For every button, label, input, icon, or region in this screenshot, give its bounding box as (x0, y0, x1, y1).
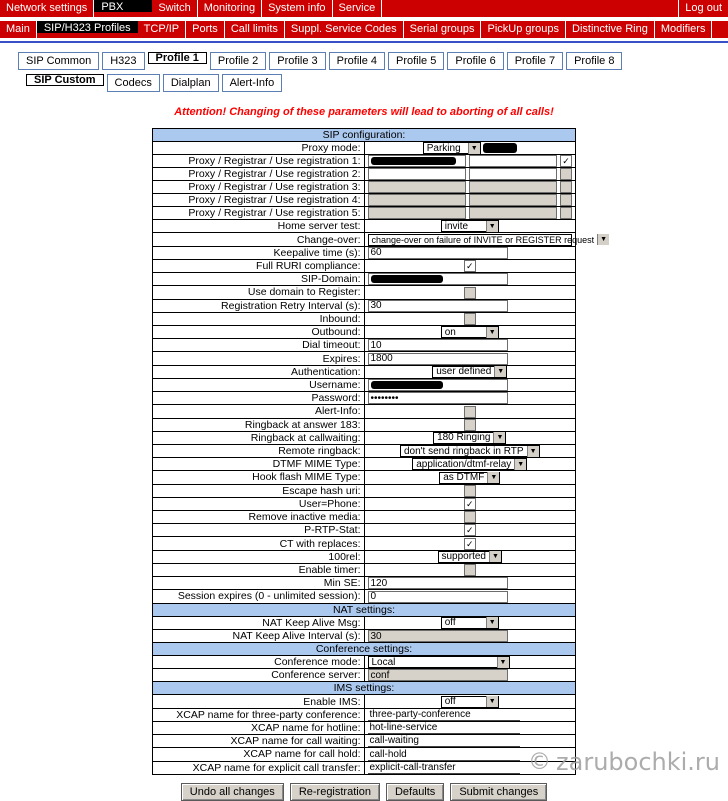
dropdown-value: off (444, 617, 456, 629)
proxy-port-input[interactable] (469, 194, 557, 206)
nav-item-ports[interactable]: Ports (186, 21, 225, 38)
tab-h323[interactable]: H323 (102, 52, 144, 70)
dropdown-value: 180 Ringing (437, 432, 491, 444)
row-control-cell (364, 155, 576, 168)
row-label: DTMF MIME Type: (153, 458, 365, 471)
row-control-cell (364, 181, 576, 194)
row-control-cell (364, 246, 576, 259)
row-label: XCAP name for call hold: (153, 748, 365, 761)
table-row (153, 524, 576, 537)
row-control-cell (364, 392, 576, 405)
row-label: Proxy / Registrar / Use registration 3: (153, 181, 365, 194)
text-input-xcap-name-for-hotline[interactable] (368, 722, 520, 734)
tab-profile-6[interactable]: Profile 6 (447, 52, 503, 70)
divider-rule (0, 41, 728, 43)
button-undo-all-changes[interactable]: Undo all changes (181, 783, 284, 801)
text-input-xcap-name-for-three-party-conference[interactable] (368, 709, 520, 721)
row-control-cell (364, 194, 576, 207)
proxy-port-input[interactable] (469, 207, 557, 219)
table-row (153, 194, 576, 207)
chevron-down-icon: ▼ (597, 234, 609, 245)
row-control-cell (364, 365, 576, 378)
dropdown-value: change-over on failure of INVITE or REGISTER request (371, 234, 595, 245)
chevron-down-icon: ▼ (493, 432, 505, 443)
section-header: NAT settings: (153, 603, 576, 616)
dropdown-enable-ims[interactable] (441, 696, 499, 708)
dropdown-outbound[interactable] (441, 326, 499, 338)
nav-item-pickup-groups[interactable]: PickUp groups (481, 21, 566, 38)
row-label: Ringback at callwaiting: (153, 431, 365, 444)
nav-item-distinctive-ring[interactable]: Distinctive Ring (566, 21, 655, 38)
redaction-mark (483, 143, 517, 153)
chevron-down-icon: ▼ (486, 696, 498, 707)
table-row (153, 656, 576, 669)
row-label: Change-over: (153, 233, 365, 246)
row-control-cell (364, 220, 576, 233)
nav-item-pbx[interactable]: PBX (94, 0, 152, 12)
tab-dialplan[interactable]: Dialplan (163, 74, 219, 92)
row-label: Outbound: (153, 325, 365, 338)
chevron-down-icon: ▼ (527, 446, 539, 457)
input-value: 30 (370, 300, 382, 312)
table-row (153, 537, 576, 550)
tab-sip-common[interactable]: SIP Common (18, 52, 99, 70)
tab-profile-8[interactable]: Profile 8 (566, 52, 622, 70)
proxy-port-input[interactable] (469, 155, 557, 167)
row-control-cell (364, 484, 576, 497)
row-control-cell (364, 708, 576, 721)
table-row (153, 471, 576, 484)
row-label: Expires: (153, 352, 365, 365)
dropdown-conference-mode[interactable] (368, 656, 510, 668)
tab-profile-4[interactable]: Profile 4 (329, 52, 385, 70)
chevron-down-icon: ▼ (468, 143, 480, 154)
table-row (153, 220, 576, 233)
row-label: Proxy / Registrar / Use registration 1: (153, 155, 365, 168)
tab-profile-1[interactable]: Profile 1 (148, 52, 207, 64)
row-label: Alert-Info: (153, 405, 365, 418)
profile-tabs (18, 52, 728, 70)
warning-text: Attention! Changing of these parameters will lead to aborting of all calls! (174, 106, 554, 118)
nav-item-system-info[interactable]: System info (262, 0, 332, 17)
tab-profile-7[interactable]: Profile 7 (507, 52, 563, 70)
text-input-xcap-name-for-explicit-call-transfer[interactable] (368, 762, 520, 774)
tab-alert-info[interactable]: Alert-Info (222, 74, 283, 92)
table-row (153, 735, 576, 748)
tab-profile-5[interactable]: Profile 5 (388, 52, 444, 70)
row-control-cell (364, 590, 576, 603)
checkbox-remove-inactive-media[interactable] (464, 511, 476, 523)
table-row (153, 458, 576, 471)
table-row (153, 721, 576, 734)
dropdown-dtmf-mime-type[interactable] (412, 458, 527, 470)
nav-item-main[interactable]: Main (0, 21, 37, 38)
row-control-cell (364, 444, 576, 457)
use-registration-checkbox[interactable] (560, 181, 572, 193)
row-label: Proxy / Registrar / Use registration 5: (153, 207, 365, 220)
table-row (153, 603, 576, 616)
row-label: 100rel: (153, 550, 365, 563)
chevron-down-icon: ▼ (514, 459, 526, 470)
table-row (153, 207, 576, 220)
row-label: Session expires (0 - unlimited session): (153, 590, 365, 603)
chevron-down-icon: ▼ (487, 472, 499, 483)
text-input-username[interactable] (368, 379, 508, 391)
input-value: 0 (370, 591, 377, 603)
table-row (153, 155, 576, 168)
checkbox-p-rtp-stat[interactable]: ✓ (464, 524, 476, 536)
table-row (153, 142, 576, 155)
row-label: Min SE: (153, 577, 365, 590)
use-registration-checkbox[interactable] (560, 194, 572, 206)
dropdown-value: off (444, 696, 456, 708)
table-row (153, 259, 576, 272)
row-label: Enable IMS: (153, 695, 365, 708)
table-row (153, 273, 576, 286)
row-control-cell (364, 735, 576, 748)
section-header: SIP configuration: (153, 129, 576, 142)
nav-item-monitoring[interactable]: Monitoring (198, 0, 262, 17)
table-row (153, 233, 576, 246)
table-row (153, 129, 576, 142)
row-control-cell (364, 629, 576, 642)
table-row (153, 365, 576, 378)
table-row (153, 761, 576, 774)
checkbox-use-domain-to-register[interactable] (464, 287, 476, 299)
chevron-down-icon: ▼ (494, 366, 506, 377)
row-control-cell (364, 168, 576, 181)
dropdown-remote-ringback[interactable] (400, 445, 540, 457)
row-label: NAT Keep Alive Msg: (153, 616, 365, 629)
dropdown-value: Local (371, 656, 396, 668)
footer-buttons (0, 783, 728, 801)
row-label: XCAP name for hotline: (153, 721, 365, 734)
chevron-down-icon: ▼ (486, 617, 498, 628)
row-control-cell (364, 273, 576, 286)
checkbox-user-phone[interactable]: ✓ (464, 498, 476, 510)
logout-link[interactable]: Log out (678, 0, 728, 17)
row-label: XCAP name for explicit call transfer: (153, 761, 365, 774)
text-input-keepalive-time-s[interactable] (368, 247, 508, 259)
row-label: NAT Keep Alive Interval (s): (153, 629, 365, 642)
nav-item-network-settings[interactable]: Network settings (0, 0, 94, 17)
tab-codecs[interactable]: Codecs (107, 74, 160, 92)
table-row (153, 643, 576, 656)
table-row (153, 431, 576, 444)
row-label: XCAP name for three-party conference: (153, 708, 365, 721)
table-row (153, 444, 576, 457)
sip-custom-tabs (26, 74, 728, 92)
row-control-cell (364, 325, 576, 338)
row-control-cell (364, 511, 576, 524)
chevron-down-icon: ▼ (497, 657, 509, 668)
row-control-cell (364, 550, 576, 563)
proxy-controls (368, 207, 573, 219)
table-row (153, 682, 576, 695)
proxy-address-input[interactable] (368, 207, 467, 219)
nav-item-switch[interactable]: Switch (152, 0, 197, 17)
text-input-xcap-name-for-call-hold[interactable] (368, 749, 520, 761)
table-row (153, 392, 576, 405)
row-control-cell (364, 259, 576, 272)
checkbox-ringback-at-answer-183[interactable] (464, 419, 476, 431)
row-control-cell (364, 748, 576, 761)
table-row (153, 339, 576, 352)
dropdown-home-server-test[interactable] (441, 220, 499, 232)
row-label: Inbound: (153, 312, 365, 325)
table-row (153, 563, 576, 576)
use-registration-checkbox[interactable]: ✓ (560, 155, 572, 167)
row-label: SIP-Domain: (153, 273, 365, 286)
text-input-sip-domain[interactable] (368, 273, 508, 285)
row-label: Keepalive time (s): (153, 246, 365, 259)
nav-item-modifiers[interactable]: Modifiers (655, 21, 713, 38)
table-row (153, 484, 576, 497)
row-label: Proxy mode: (153, 142, 365, 155)
row-label: Enable timer: (153, 563, 365, 576)
table-row (153, 577, 576, 590)
copyright-icon: © (528, 749, 552, 775)
table-row (153, 325, 576, 338)
nav-item-service[interactable]: Service (333, 0, 383, 17)
row-label: Proxy / Registrar / Use registration 2: (153, 168, 365, 181)
row-control-cell (364, 471, 576, 484)
row-label: Remove inactive media: (153, 511, 365, 524)
row-label: Full RURI compliance: (153, 259, 365, 272)
row-label: Hook flash MIME Type: (153, 471, 365, 484)
dropdown-change-over[interactable] (368, 234, 608, 246)
text-input-password[interactable] (368, 392, 508, 404)
row-label: Password: (153, 392, 365, 405)
row-label: Username: (153, 378, 365, 391)
row-control-cell (364, 431, 576, 444)
dropdown-100rel[interactable] (438, 551, 502, 563)
row-control-cell (364, 761, 576, 774)
dropdown-value: application/dtmf-relay (416, 458, 512, 470)
dropdown-value: don't send ringback in RTP (403, 445, 524, 457)
row-control-cell (364, 458, 576, 471)
dropdown-value: Parking (426, 142, 461, 154)
table-row (153, 511, 576, 524)
row-control-cell (364, 563, 576, 576)
proxy-address-input[interactable] (368, 181, 467, 193)
table-row (153, 246, 576, 259)
table-row (153, 669, 576, 682)
sip-config-table (152, 128, 608, 775)
tab-sip-custom[interactable]: SIP Custom (26, 74, 104, 86)
text-input-conference-server[interactable] (368, 669, 508, 681)
row-label: XCAP name for call waiting: (153, 735, 365, 748)
top-navbar (0, 0, 728, 17)
dropdown-hook-flash-mime-type[interactable] (439, 472, 500, 484)
button-submit-changes[interactable]: Submit changes (450, 783, 547, 801)
row-label: User=Phone: (153, 497, 365, 510)
proxy-controls (368, 155, 573, 167)
tab-profile-3[interactable]: Profile 3 (269, 52, 325, 70)
row-label: Ringback at answer 183: (153, 418, 365, 431)
dropdown-ringback-at-callwaiting[interactable] (433, 432, 506, 444)
checkbox-full-ruri-compliance[interactable]: ✓ (464, 260, 476, 272)
input-value: three-party-conference (369, 708, 471, 720)
row-label: P-RTP-Stat: (153, 524, 365, 537)
text-input-expires[interactable] (368, 353, 508, 365)
row-control-cell (364, 339, 576, 352)
row-label: Remote ringback: (153, 444, 365, 457)
sub-navbar (0, 21, 728, 38)
input-value: 60 (370, 247, 382, 259)
dropdown-authentication[interactable] (432, 366, 507, 378)
row-label: Proxy / Registrar / Use registration 4: (153, 194, 365, 207)
input-value: explicit-call-transfer (369, 761, 456, 773)
use-registration-checkbox[interactable] (560, 168, 572, 180)
table-row (153, 378, 576, 391)
redaction-mark (371, 275, 443, 283)
table-row (153, 748, 576, 761)
row-control-cell (364, 656, 576, 669)
dropdown-value: on (444, 326, 456, 338)
table-row (153, 405, 576, 418)
row-control-cell (364, 142, 576, 155)
row-label: Dial timeout: (153, 339, 365, 352)
chevron-down-icon: ▼ (486, 327, 498, 338)
proxy-controls (368, 194, 573, 206)
text-input-min-se[interactable] (368, 577, 508, 589)
proxy-controls (368, 168, 573, 180)
row-control-cell (364, 352, 576, 365)
section-header: IMS settings: (153, 682, 576, 695)
row-control-cell (364, 695, 576, 708)
input-value: 1800 (370, 353, 393, 365)
checkbox-escape-hash-uri[interactable] (464, 485, 476, 497)
row-label: Registration Retry Interval (s): (153, 299, 365, 312)
nav-item-suppl-service-codes[interactable]: Suppl. Service Codes (285, 21, 404, 38)
row-control-cell (364, 577, 576, 590)
table-row (153, 286, 576, 299)
row-control-cell (364, 524, 576, 537)
checkbox-inbound[interactable] (464, 313, 476, 325)
row-label: Home server test: (153, 220, 365, 233)
input-value: 30 (370, 630, 382, 642)
text-input-dial-timeout[interactable] (368, 339, 508, 351)
dropdown-value: invite (444, 220, 469, 232)
dropdown-value: supported (441, 551, 486, 563)
text-input-xcap-name-for-call-waiting[interactable] (368, 735, 520, 747)
proxy-address-input[interactable] (368, 168, 467, 180)
table-row (153, 299, 576, 312)
row-control-cell (364, 299, 576, 312)
table-row (153, 590, 576, 603)
text-input-registration-retry-interval-s[interactable] (368, 300, 508, 312)
nav-item-call-limits[interactable]: Call limits (225, 21, 285, 38)
table-row (153, 168, 576, 181)
use-registration-checkbox[interactable] (560, 207, 572, 219)
dropdown-proxy-mode[interactable] (423, 142, 481, 154)
checkbox-ct-with-replaces[interactable]: ✓ (464, 538, 476, 550)
row-control-cell (364, 286, 576, 299)
nav-item-tcp-ip[interactable]: TCP/IP (138, 21, 186, 38)
watermark-text: zarubochki.ru (556, 748, 720, 776)
table-row (153, 550, 576, 563)
chevron-down-icon: ▼ (486, 221, 498, 232)
section-header: Conference settings: (153, 643, 576, 656)
input-value: conf (370, 669, 390, 681)
input-value: •••••••• (370, 392, 399, 404)
input-value: call-waiting (369, 735, 419, 747)
chevron-down-icon: ▼ (489, 551, 501, 562)
tab-profile-2[interactable]: Profile 2 (210, 52, 266, 70)
text-input-nat-keep-alive-interval-s[interactable] (368, 630, 508, 642)
proxy-port-input[interactable] (469, 168, 557, 180)
row-label: Authentication: (153, 365, 365, 378)
redaction-mark (371, 381, 443, 389)
row-control-cell (364, 418, 576, 431)
proxy-address-input[interactable] (368, 194, 467, 206)
row-label: Escape hash uri: (153, 484, 365, 497)
table-row (153, 418, 576, 431)
row-control-cell (364, 378, 576, 391)
proxy-controls (368, 181, 573, 193)
row-label: CT with replaces: (153, 537, 365, 550)
table-row (153, 708, 576, 721)
table-row (153, 616, 576, 629)
nav-item-sip-h323-profiles[interactable]: SIP/H323 Profiles (37, 21, 138, 33)
table-row (153, 695, 576, 708)
row-control-cell (364, 721, 576, 734)
dropdown-value: as DTMF (443, 472, 485, 484)
row-label: Conference server: (153, 669, 365, 682)
table-row (153, 352, 576, 365)
input-value: call-hold (369, 748, 407, 760)
row-label: Conference mode: (153, 656, 365, 669)
input-value: hot-line-service (369, 722, 438, 734)
dropdown-nat-keep-alive-msg[interactable] (441, 617, 499, 629)
proxy-port-input[interactable] (469, 181, 557, 193)
proxy-address-input[interactable] (368, 155, 467, 167)
row-control-cell (364, 312, 576, 325)
table-row (153, 181, 576, 194)
checkbox-alert-info[interactable] (464, 406, 476, 418)
row-control-cell (364, 497, 576, 510)
table-row (153, 497, 576, 510)
text-input-session-expires-0-unlimited-session[interactable] (368, 591, 508, 603)
button-re-registration[interactable]: Re-registration (290, 783, 380, 801)
button-defaults[interactable]: Defaults (386, 783, 444, 801)
row-control-cell (364, 405, 576, 418)
input-value: 10 (370, 339, 382, 351)
table-row (153, 312, 576, 325)
nav-item-serial-groups[interactable]: Serial groups (404, 21, 482, 38)
input-value: 120 (370, 577, 388, 589)
row-control-cell (364, 537, 576, 550)
row-label: Use domain to Register: (153, 286, 365, 299)
row-control-cell (364, 669, 576, 682)
redaction-mark (371, 157, 456, 165)
row-control-cell (364, 233, 608, 246)
row-control-cell (364, 616, 576, 629)
row-control-cell (364, 207, 576, 220)
dropdown-value: user defined (436, 366, 492, 378)
table-row (153, 629, 576, 642)
checkbox-enable-timer[interactable] (464, 564, 476, 576)
